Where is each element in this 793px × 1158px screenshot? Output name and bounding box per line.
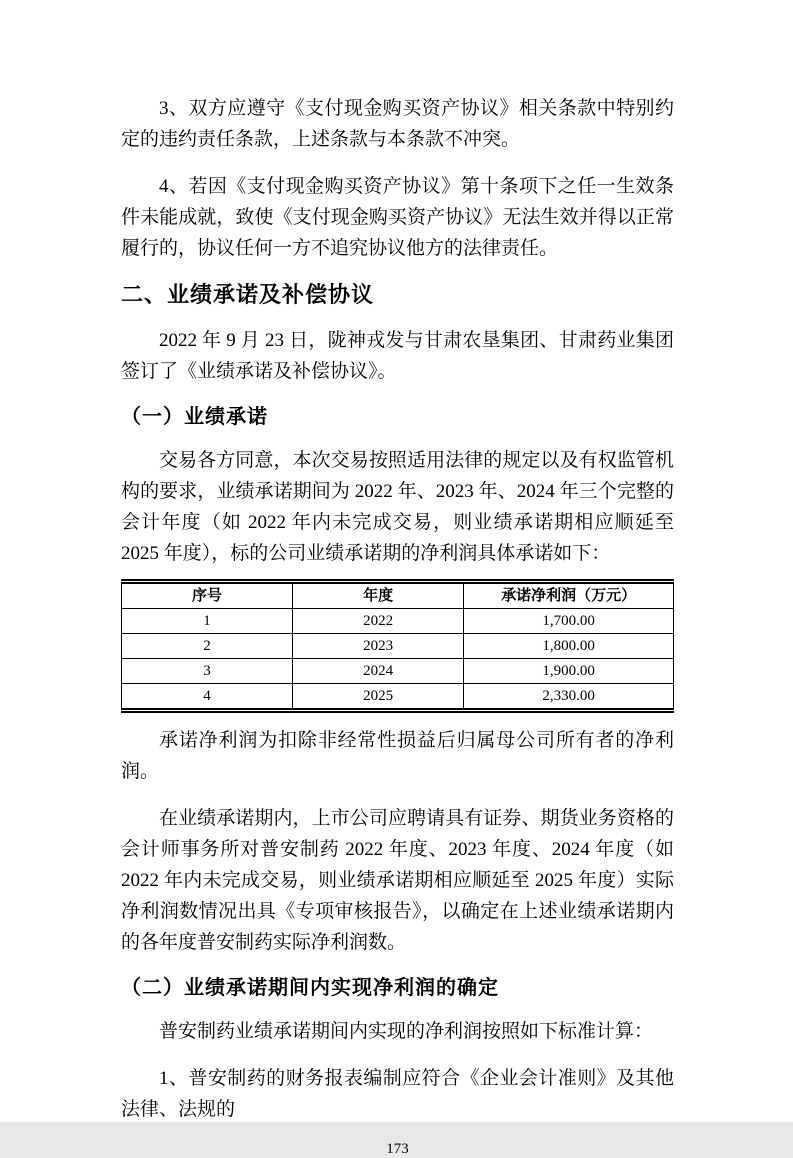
table-header-year: 年度 [293,582,464,609]
table-row [122,684,674,711]
table-cell-profit: 1,700.00 [464,609,674,634]
paragraph-audit-requirement: 在业绩承诺期内，上市公司应聘请具有证券、期货业务资格的会计师事务所对普安制药 2022 年度、2023 年度、2024 年度（如 2022 年内未完成交易，则业绩承诺期相应顺延至 2025 年度）实际净利润数情况出具《专项审核报告》，以确定在上述业绩承诺期内的各年度普安制药实际净利润数。 [121,808,674,953]
table-row [122,634,674,659]
table-header-promised-net-profit: 承诺净利润（万元） [464,582,674,609]
section-heading-performance-commitment-agreement: 二、业绩承诺及补偿协议 [121,282,375,307]
paragraph-commitment-terms: 交易各方同意，本次交易按照适用法律的规定以及有权监管机构的要求，业绩承诺期间为 2022 年、2023 年、2024 年三个完整的会计年度（如 2022 年内未完成交易，则业绩承诺期相应顺延至 2025 年度），标的公司业绩承诺期的净利润具体承诺如下： [121,450,674,564]
paragraph-calc-item-1: 1、普安制药的财务报表编制应符合《企业会计准则》及其他法律、法规的 [121,1068,674,1120]
paragraph-clause-3: 3、双方应遵守《支付现金购买资产协议》相关条款中特别约定的违约责任条款，上述条款与本条款不冲突。 [121,98,674,150]
table-cell-year: 2023 [293,634,464,659]
table-cell-profit: 1,800.00 [464,634,674,659]
table-cell-year: 2024 [293,659,464,684]
table-cell-seq: 3 [122,659,293,684]
table-row [122,659,674,684]
paragraph-calc-intro: 普安制药业绩承诺期间内实现的净利润按照如下标准计算： [159,1021,654,1042]
table-cell-seq: 1 [122,609,293,634]
paragraph-clause-4: 4、若因《支付现金购买资产协议》第十条项下之任一生效条件未能成就，致使《支付现金购买资产协议》无法生效并得以正常履行的，协议任何一方不追究协议他方的法律责任。 [121,176,674,259]
table-header-seq: 序号 [122,582,293,609]
table-row [122,609,674,634]
table-cell-year: 2025 [293,684,464,711]
commitment-net-profit-table [121,579,674,713]
table-header-row [122,582,674,609]
subsection-heading-performance-commitment: （一）业绩承诺 [121,406,268,428]
table-cell-year: 2022 [293,609,464,634]
paragraph-net-profit-definition: 承诺净利润为扣除非经常性损益后归属母公司所有者的净利润。 [121,730,674,782]
table-cell-seq: 4 [122,684,293,711]
page-number: 173 [386,1141,409,1157]
paragraph-agreement-date: 2022 年 9 月 23 日，陇神戎发与甘肃农垦集团、甘肃药业集团签订了《业绩承诺及补偿协议》。 [121,330,674,382]
table-cell-profit: 1,900.00 [464,659,674,684]
table-cell-seq: 2 [122,634,293,659]
subsection-heading-net-profit-determination: （二）业绩承诺期间内实现净利润的确定 [121,977,499,999]
table-cell-profit: 2,330.00 [464,684,674,711]
